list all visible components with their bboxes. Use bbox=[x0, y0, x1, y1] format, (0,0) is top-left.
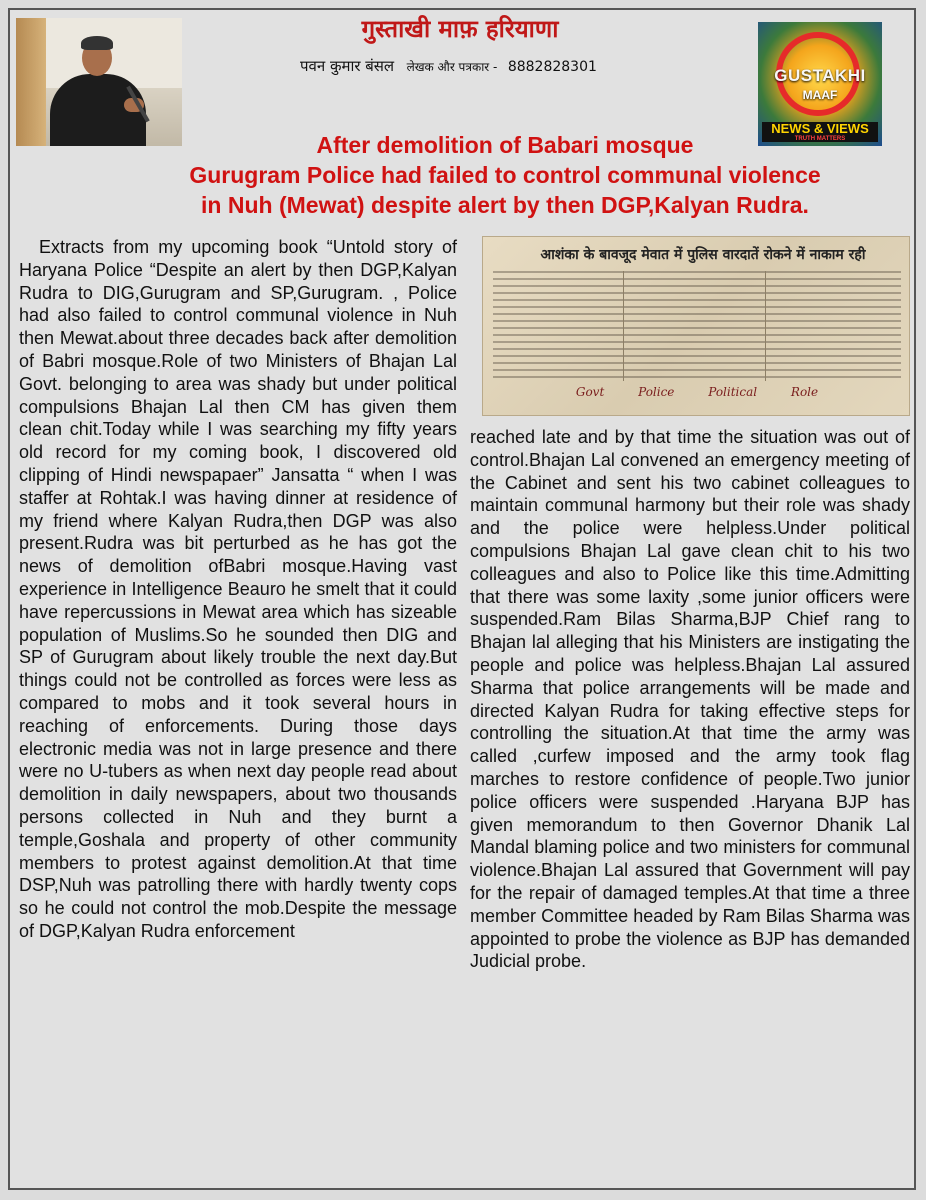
article-right-text: reached late and by that time the situation was out of control.Bhajan Lal convened an emergency meeting of the Cabinet and sent his two cabinet colleagues to maintain communal harmony but their role was shady and the police were helpless.Under political compulsions Bhajan Lal gave clean chit to his two colleagues and also to Police like this time.Admitting that there was some laxity ,some junior officers were suspended.Ram Bilas Sharma,BJP Chief rang to Bhajan lal alleging that his Ministers are instigating the people and police was helpless.Bhajan Lal assured Sharma that police arrangements will be made and directed Kalyan Rudra for taking effective steps for controlling the situation.At that time the army was called ,curfew imposed and the army took flag marches to restore confidence of people.Two junior police officers were suspended .Haryana BJP has given memorandum to then Governor Dhanik Lal Mandal blaming police and two ministers for communal violence.Bhajan Lal assured that Government will pay for the repair of damaged temples.At that time a three member Committee headed by Ram Bilas Sharma was appointed to probe the violence as BJP has demanded Judicial probe. bbox=[470, 427, 910, 972]
author-phone: 8882828301 bbox=[507, 59, 597, 75]
headline-line1: After demolition of Babari mosque bbox=[316, 132, 694, 158]
logo-line4: TRUTH MATTERS bbox=[794, 136, 846, 142]
author-name: पवन कुमार बंसल bbox=[300, 57, 395, 75]
author-role: लेखक और पत्रकार - bbox=[406, 60, 498, 74]
headline bbox=[180, 130, 830, 220]
brand-title: गुस्ताखी माफ़ हरियाणा bbox=[361, 15, 559, 43]
logo-line2: MAAF bbox=[802, 88, 838, 102]
author-line bbox=[300, 56, 597, 76]
clipping-handwritten-notes: Govt Police Political Role bbox=[575, 385, 819, 399]
headline-line2: Gurugram Police had failed to control communal violence bbox=[189, 162, 821, 188]
article-right-column bbox=[470, 426, 910, 973]
gustakhi-maaf-logo bbox=[758, 22, 882, 146]
article-left-text: Extracts from my upcoming book “Untold story of Haryana Police “Despite an alert by then DGP,Kalyan Rudra to DIG,Gurugram and SP,Gurugram. , Police had also failed to control communal violence in Nuh then Mewat.about three decades back after demolition of Babri mosque.Role of two Ministers of Bhajan Lal Govt. belonging to area was shady but under political compulsions Bhajan Lal then CM has given them clean chit.Today while I was searching my fifty years old record for my coming book, I discovered old clipping of Hindi newspapaer” Jansatta “ when I was staffer at Rohtak.I was having dinner at residence of my friend where Kalyan Rudra,then DGP was also present.Rudra was bit perturbed as he has got the news of demolition ofBabri mosque.Having vast experience in Intelligence Beauro he smelt that it could have repercussions in Mewat area which has sizeable population of Muslims.So he sounded then DIG and SP of Gurugram about likely trouble the next day.But things could not be controlled as forces were less as compared to mobs and it took several hours in reaching of enforcements. During those days electronic media was not in large presence and there were no U-tubers as when next day people read about demolition in daily newspapers, about two thousands persons collected in Nuh and they burnt a temple,Goshala and property of other community members to protest against demolition.At that time DSP,Nuh was patrolling there with hardly twenty cops so he could not control the mob.Despite the message of DGP,Kalyan Rudra enforcement bbox=[19, 237, 457, 941]
headline-line3: in Nuh (Mewat) despite alert by then DGP,Kalyan Rudra. bbox=[201, 192, 809, 218]
author-photo bbox=[16, 18, 182, 146]
article-left-column bbox=[19, 236, 457, 943]
clipping-divider bbox=[623, 271, 624, 381]
clipping-text-lines bbox=[493, 271, 901, 381]
clipping-divider bbox=[765, 271, 766, 381]
logo-line3: NEWS & VIEWS bbox=[771, 121, 869, 136]
logo-line1: GUSTAKHI bbox=[774, 66, 866, 85]
newspaper-clipping bbox=[482, 236, 910, 416]
clipping-headline: आशंका के बावजूद मेवात में पुलिस वारदातें रोकने में नाकाम रही bbox=[540, 247, 866, 263]
